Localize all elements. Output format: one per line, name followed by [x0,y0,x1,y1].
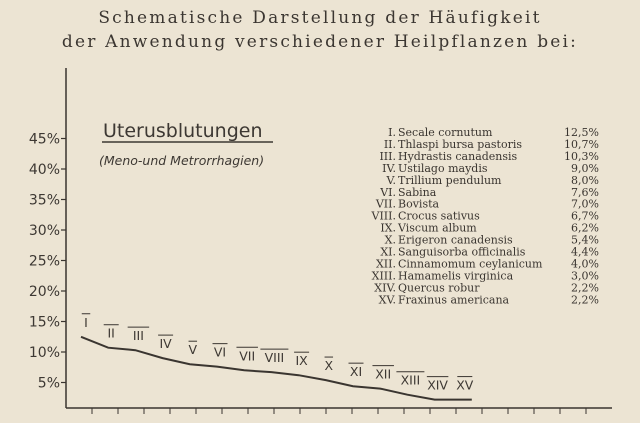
point-label: X [324,358,334,374]
y-tick-label: 15% [28,314,60,331]
legend-plant: Secale cornutum [398,126,493,139]
legend-numeral: XIV. [374,281,396,295]
legend-plant: Fraxinus americana [398,293,510,307]
y-tick-label: 30% [28,223,60,239]
series-line [81,337,472,400]
legend-value: 4,4% [571,245,599,259]
legend-numeral: XIII. [371,269,396,283]
legend-plant: Bovista [398,197,440,211]
point-label: XIV [427,377,449,393]
legend-plant: Sabina [398,185,437,199]
point-label: I [84,314,88,330]
legend-plant: Hydrastis canadensis [398,149,518,163]
y-tick-label: 40% [28,162,60,178]
point-label: XV [456,377,474,393]
legend-plant: Ustilago maydis [398,161,488,175]
condition-note: (Meno-und Metrorrhagien) [99,153,265,168]
legend-value: 8,0% [571,173,599,187]
title-line-2: der Anwendung verschiedener Heilpflanzen bei: [61,32,579,52]
y-tick-label: 35% [28,192,60,209]
y-tick-label: 25% [28,253,60,270]
legend-numeral: IX. [380,221,396,235]
legend-plant: Viscum album [398,221,477,235]
legend-value: 9,0% [571,161,599,175]
point-label: XI [349,364,363,380]
legend-numeral: XII. [375,257,396,271]
legend-value: 4,0% [571,257,599,271]
legend-plant: Trillium pendulum [398,173,502,187]
y-tick-label: 20% [28,284,60,300]
legend [371,126,599,306]
legend-numeral: VIII. [371,209,396,223]
legend-value: 2,2% [571,293,599,307]
point-label: XIII [400,372,421,388]
legend-plant: Thlaspi bursa pastoris [398,137,522,151]
legend-plant: Sanguisorba officinalis [398,245,526,259]
point-label: IX [295,353,308,369]
legend-plant: Hamamelis virginica [398,269,514,283]
point-label: V [188,342,198,358]
legend-value: 12,5% [564,126,599,139]
legend-numeral: VII. [375,197,396,211]
legend-value: 10,7% [564,137,599,151]
legend-numeral: XV. [378,293,396,307]
legend-value: 7,6% [571,185,599,199]
legend-numeral: II. [383,137,396,151]
legend-value: 7,0% [571,197,599,211]
legend-value: 6,7% [571,209,599,223]
legend-numeral: XI. [380,245,396,259]
legend-plant: Cinnamomum ceylanicum [398,257,543,271]
legend-numeral: III. [379,149,396,163]
legend-numeral: VI. [380,185,396,199]
legend-value: 2,2% [571,281,599,295]
legend-numeral: IV. [382,161,396,175]
chart-axes [66,68,612,408]
title-line-1: Schematische Darstellung der Häufigkeit [98,8,542,28]
x-axis-ticks [92,408,586,414]
legend-numeral: X. [384,233,396,247]
legend-plant: Quercus robur [398,281,480,295]
legend-numeral: V. [386,173,396,187]
point-label: VI [213,344,227,360]
y-tick-label: 10% [28,345,60,361]
legend-plant: Erigeron canadensis [398,233,513,247]
point-label: VII [239,348,256,364]
point-label: IV [159,336,172,352]
legend-numeral: I. [388,126,396,139]
legend-value: 6,2% [571,221,599,235]
point-label: VIII [264,350,285,366]
y-tick-label: 45% [28,131,60,148]
point-labels [82,314,474,393]
legend-value: 5,4% [571,233,599,247]
legend-plant: Crocus sativus [398,209,480,223]
point-label: II [107,325,115,341]
legend-value: 10,3% [564,149,599,163]
y-tick-label: 5% [37,375,60,392]
legend-value: 3,0% [571,269,599,283]
point-label: XII [375,366,392,382]
y-axis-ticks [29,132,66,392]
point-label: III [132,328,144,344]
condition-title: Uterusblutungen [103,120,263,142]
